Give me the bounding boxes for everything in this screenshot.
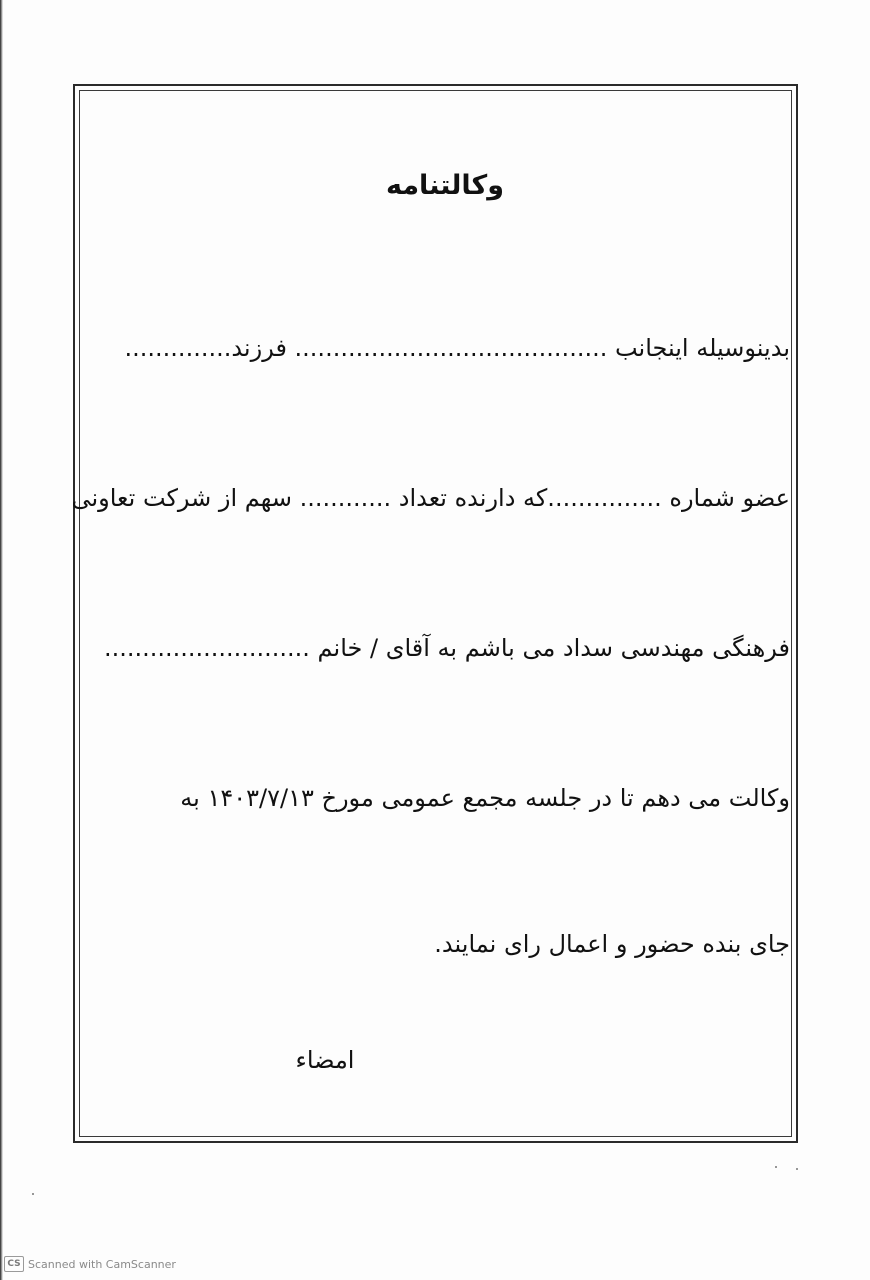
document-border-inner <box>71 90 792 1137</box>
text-line-2: عضو شماره ...............که دارنده تعداد ............ سهم از شرکت تعاونی <box>71 484 790 512</box>
document-title: وکالتنامه <box>385 170 505 201</box>
scan-speck <box>775 1166 777 1168</box>
text-line-1: بدینوسیله اینجانب ......................................... فرزند.............. <box>124 334 790 362</box>
camscanner-icon: CS <box>4 1256 24 1272</box>
text-line-4: وکالت می دهم تا در جلسه مجمع عمومی مورخ ۱۴۰۳/۷/۱۳ به <box>180 784 790 812</box>
page-edge-shadow <box>0 0 3 1280</box>
scan-speck <box>32 1193 34 1195</box>
text-line-5: جای بنده حضور و اعمال رای نمایند. <box>434 930 790 958</box>
camscanner-label: Scanned with CamScanner <box>28 1257 176 1271</box>
signature-label: امضاء <box>295 1046 355 1074</box>
text-line-3: فرهنگی مهندسی سداد می باشم به آقای / خانم ........................... <box>103 634 790 662</box>
scan-speck <box>796 1168 798 1170</box>
camscanner-watermark <box>4 1256 176 1272</box>
